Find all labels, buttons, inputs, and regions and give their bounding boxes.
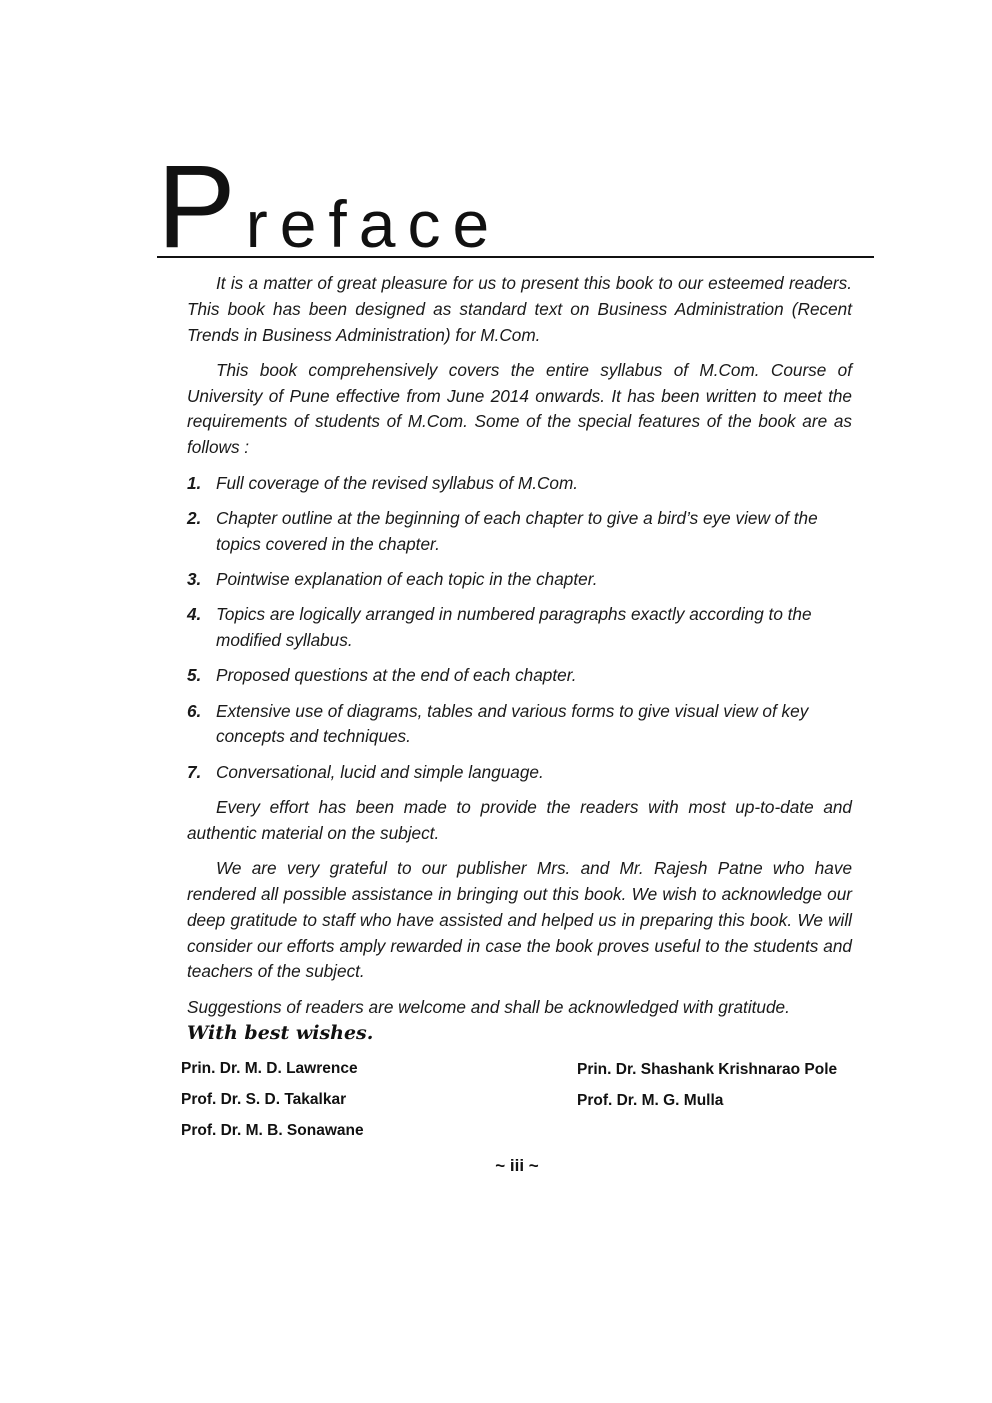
paragraph-suggestions: Suggestions of readers are welcome and shall be acknowledged with gratitude.	[187, 996, 790, 1017]
list-text: Extensive use of diagrams, tables and various forms to give visual view of key concepts and techniques.	[216, 700, 809, 747]
authors-left-column	[181, 1053, 364, 1146]
list-text: Proposed questions at the end of each chapter.	[216, 665, 577, 686]
features-list	[187, 471, 852, 786]
list-item	[187, 567, 852, 593]
title-rest: reface	[245, 187, 502, 261]
page-number: ~ iii ~	[495, 1156, 539, 1175]
paragraph-intro: It is a matter of great pleasure for us to present this book to our esteemed readers. This book has been designed as standard text on Business Administration (Recent Trends in Business Administration) for M.Com.	[187, 273, 852, 345]
paragraph-gratitude: We are very grateful to our publisher Mrs. and Mr. Rajesh Patne who have rendered all possible assistance in bringing out this book. We wish to acknowledge our deep gratitude to staff who have assisted and helped us in preparing this book. We will consider our efforts amply rewarded in case the book proves useful to the students and teachers of the subject.	[187, 858, 852, 982]
list-item	[187, 663, 852, 689]
list-number: 3.	[187, 568, 202, 589]
list-number: 6.	[187, 700, 202, 721]
author-name: Prof. Dr. M. B. Sonawane	[181, 1122, 364, 1139]
preface-body	[187, 271, 852, 1030]
author-name: Prin. Dr. M. D. Lawrence	[181, 1060, 358, 1077]
list-number: 1.	[187, 472, 202, 493]
list-number: 5.	[187, 665, 202, 686]
page-title	[157, 141, 502, 273]
list-text: Chapter outline at the beginning of each chapter to give a bird’s eye view of the topics covered in the chapter.	[216, 507, 818, 554]
list-item	[187, 506, 852, 558]
list-item	[187, 760, 852, 786]
authors-right-column	[577, 1054, 837, 1116]
list-number: 7.	[187, 761, 202, 782]
paragraph-coverage: This book comprehensively covers the entire syllabus of M.Com. Course of University of Pune effective from June 2014 onwards. It has been written to meet the requirements of students of M.Com. Some of the special features of the book are as follows :	[187, 359, 852, 458]
list-text: Pointwise explanation of each topic in the chapter.	[216, 568, 598, 589]
title-underline	[157, 256, 874, 258]
title-initial: P	[157, 141, 236, 273]
list-number: 2.	[187, 507, 202, 528]
closing-wishes: With best wishes.	[187, 1022, 374, 1044]
list-item	[187, 602, 852, 654]
list-item	[187, 471, 852, 497]
author-name: Prof. Dr. S. D. Takalkar	[181, 1091, 347, 1108]
paragraph-effort: Every effort has been made to provide the readers with most up-to-date and authentic material on the subject.	[187, 797, 852, 843]
list-text: Topics are logically arranged in numbered paragraphs exactly according to the modified syllabus.	[216, 604, 812, 651]
author-name: Prof. Dr. M. G. Mulla	[577, 1092, 724, 1109]
author-name: Prin. Dr. Shashank Krishnarao Pole	[577, 1061, 838, 1078]
list-text: Full coverage of the revised syllabus of M.Com.	[216, 472, 579, 493]
list-number: 4.	[187, 604, 202, 625]
list-item	[187, 699, 852, 751]
list-text: Conversational, lucid and simple language.	[216, 761, 544, 782]
